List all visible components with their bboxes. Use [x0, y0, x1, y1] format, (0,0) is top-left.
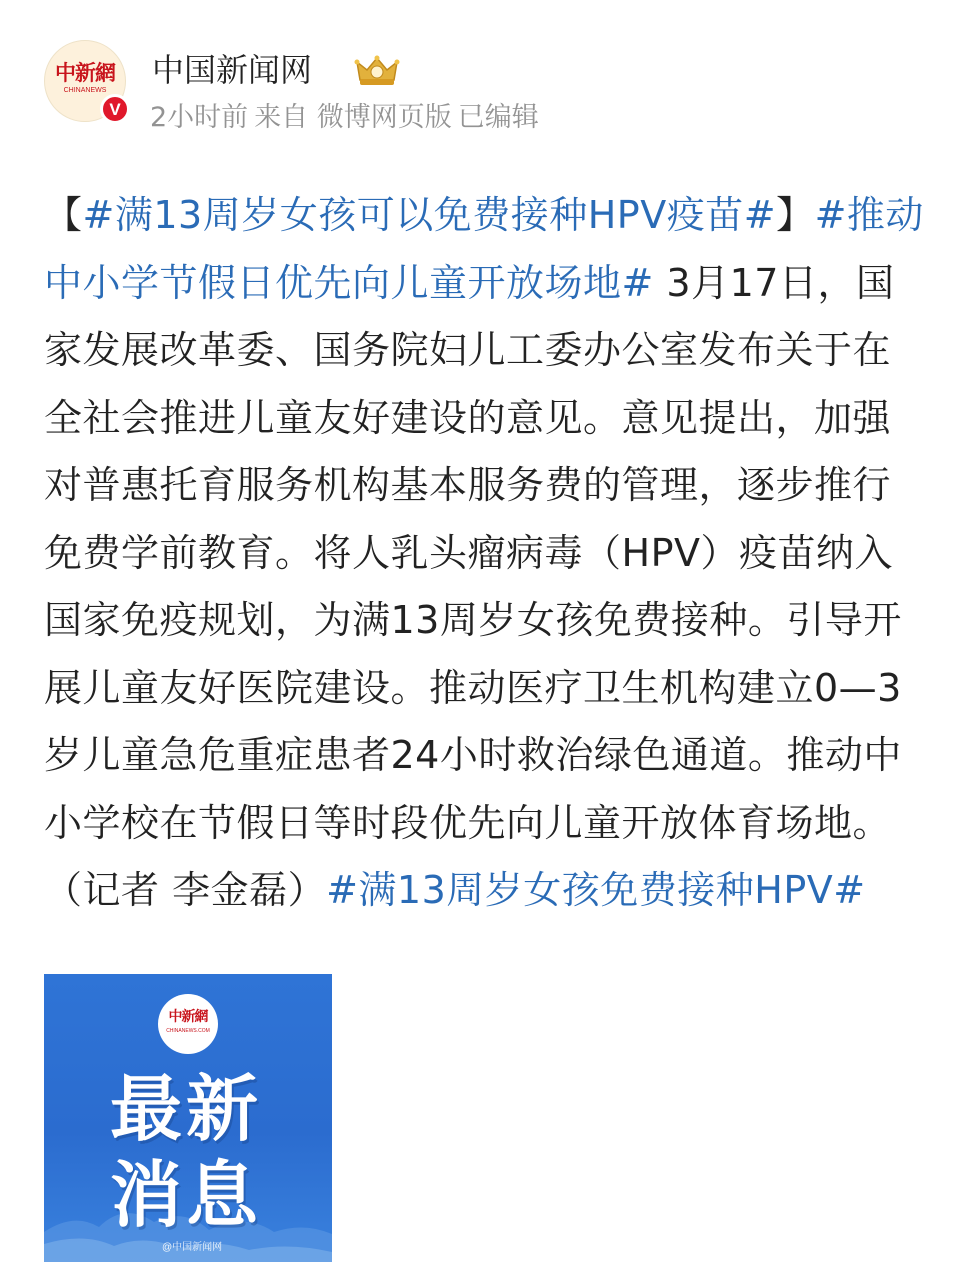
post-body: 3月17日，国家发展改革委、国务院妇儿工委办公室发布关于在全社会推进儿童友好建设的意见。意见提出，加强对普惠托育服务机构基本服务费的管理，逐步推行免费学前教育。将人乳头瘤病毒（HPV）疫苗纳入国家免疫规划，为满13周岁女孩免费接种。引导开展儿童友好医院建设。推动医疗卫生机构建立0—3岁儿童急危重症患者24小时救治绿色通道。推动中小学校在节假日等时段优先向儿童开放体育场地。（记者 李金磊） — [44, 260, 902, 912]
crown-icon[interactable] — [354, 54, 400, 88]
image-headline-line2: 消息 — [110, 1153, 263, 1237]
post-header — [44, 40, 924, 140]
hashtag-hpv-vaccine[interactable]: #满13周岁女孩可以免费接种HPV疫苗# — [82, 193, 777, 237]
post-source[interactable]: 来自 微博网页版 — [254, 102, 452, 133]
image-logo — [158, 994, 218, 1054]
avatar-logo: 中新網 — [55, 60, 115, 85]
post-meta — [150, 100, 545, 136]
post-paragraph — [44, 182, 929, 925]
post-time: 2小时前 — [150, 102, 249, 133]
hashtag-school-venues[interactable]: #推动中小学节假日优先向儿童开放场地# — [44, 193, 924, 305]
bracket-open: 【 — [44, 193, 83, 237]
image-headline — [110, 1066, 280, 1238]
image-logo-subtitle: CHINANEWS.COM — [166, 1028, 210, 1034]
avatar-subtitle: CHINANEWS — [63, 87, 107, 94]
post-image[interactable] — [44, 974, 332, 1262]
hashtag-free-hpv[interactable]: #满13周岁女孩免费接种HPV# — [326, 868, 866, 912]
image-headline-line1: 最新 — [110, 1067, 263, 1151]
image-watermark: @中国新闻网 — [162, 1242, 223, 1253]
image-logo-text: 中新網 — [168, 1009, 208, 1025]
edited-label[interactable]: 已编辑 — [457, 102, 539, 133]
verified-badge-icon: V — [100, 94, 130, 124]
bracket-close: 】 — [776, 193, 815, 237]
account-name[interactable]: 中国新闻网 — [152, 51, 313, 89]
post-text — [44, 182, 929, 925]
